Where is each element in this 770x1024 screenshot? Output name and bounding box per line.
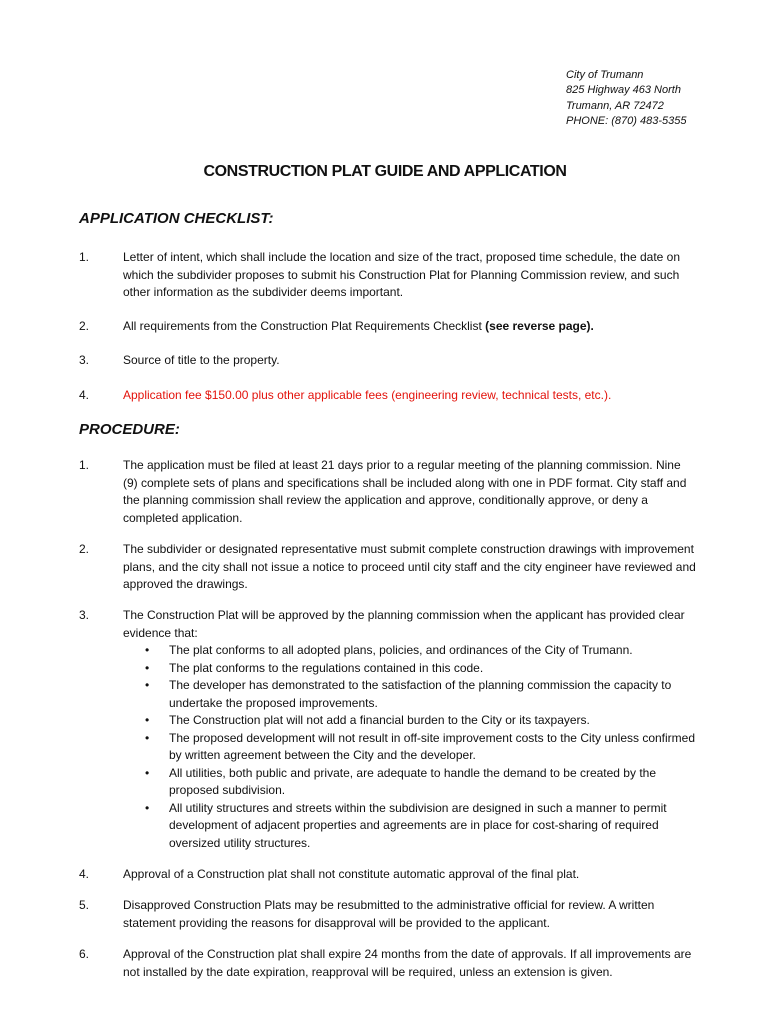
- bullet-icon: •: [145, 713, 150, 727]
- item-body: [123, 607, 697, 852]
- item-number: 2.: [79, 542, 90, 556]
- item-text: Approval of a Construction plat shall not constitute automatic approval of the final plat.: [123, 867, 580, 881]
- city-address-block: [566, 68, 686, 129]
- item-text: Source of title to the property.: [123, 353, 280, 367]
- item-text: The application must be filed at least 21 days prior to a regular meeting of the planning commission. Nine (9) complete sets of plans and specifications shall be included along with one in PDF format. City staff and the planning commission shall review the application and approve, conditionally approve, or deny a completed application.: [123, 458, 687, 525]
- evidence-list-item: • All utility structures and streets within the subdivision are designed in such a manner to permit development of adjacent properties and agreements are in place for cost-sharing of required oversized utility structures.: [145, 800, 667, 850]
- item-number: 3.: [79, 353, 90, 367]
- item-number: 6.: [79, 947, 90, 961]
- item-text-wrapper: [123, 318, 697, 336]
- bullet-icon: •: [145, 643, 150, 657]
- item-number: 5.: [79, 898, 90, 912]
- application-fee-text: Application fee $150.00 plus other applicable fees (engineering review, technical tests, etc.).: [123, 388, 612, 402]
- item-text: Letter of intent, which shall include the location and size of the tract, proposed time schedule, the date on which the subdivider proposes to submit his Construction Plat for Planning Commission review, and such other information as the subdivider deems important.: [123, 250, 681, 299]
- item-number: 4.: [79, 388, 90, 402]
- item-text: All requirements from the Construction Plat Requirements Checklist: [123, 319, 486, 333]
- evidence-list-item: • The plat conforms to all adopted plans, policies, and ordinances of the City of Trumann.: [123, 642, 697, 660]
- bullet-icon: •: [145, 765, 150, 780]
- address-line: PHONE: (870) 483-5355: [566, 114, 687, 127]
- bullet-icon: •: [145, 800, 150, 815]
- procedure-heading: PROCEDURE:: [79, 421, 180, 438]
- item-text: The Construction Plat will be approved by the planning commission when the applicant has provided clear evidence that:: [123, 608, 685, 640]
- item-number: 4.: [79, 867, 90, 881]
- address-line: 825 Highway 463 North: [566, 84, 681, 97]
- evidence-list: [123, 642, 697, 852]
- evidence-list-item: • The developer has demonstrated to the satisfaction of the planning commission the capacity to undertake the proposed improvements.: [145, 678, 672, 710]
- evidence-list-item: • The proposed development will not result in off-site improvement costs to the City unless confirmed by written agreement between the City and the developer.: [145, 730, 696, 762]
- bullet-icon: •: [145, 678, 150, 692]
- evidence-list-item: • The Construction plat will not add a financial burden to the City or its taxpayers.: [123, 712, 697, 730]
- item-text-bold: (see reverse page).: [485, 319, 594, 333]
- page-title: CONSTRUCTION PLAT GUIDE AND APPLICATION: [203, 163, 567, 180]
- item-number: 1.: [79, 458, 90, 472]
- item-text: Approval of the Construction plat shall expire 24 months from the date of approvals. If all improvements are not installed by the date expiration, reapproval will be required, unless an extension is given.: [123, 947, 692, 979]
- item-number: 1.: [79, 250, 90, 264]
- item-number: 2.: [79, 319, 90, 333]
- item-text: Disapproved Construction Plats may be resubmitted to the administrative official for review. A written statement providing the reasons for disapproval will be provided to the applicant.: [123, 898, 655, 930]
- bullet-icon: •: [145, 730, 150, 745]
- evidence-list-item: • All utilities, both public and private, are adequate to handle the demand to be created by the proposed subdivision.: [145, 765, 656, 797]
- item-number: 3.: [79, 608, 90, 622]
- bullet-icon: •: [145, 660, 150, 675]
- evidence-list-item: • The plat conforms to the regulations contained in this code.: [123, 660, 697, 678]
- address-line: Trumann, AR 72472: [566, 99, 664, 112]
- checklist-heading: APPLICATION CHECKLIST:: [79, 210, 274, 227]
- item-text: The subdivider or designated representative must submit complete construction drawings with improvement plans, and the city shall not issue a notice to proceed until city staff and the city engineer have reviewed and approved the drawings.: [123, 542, 696, 591]
- address-line: City of Trumann: [566, 69, 644, 81]
